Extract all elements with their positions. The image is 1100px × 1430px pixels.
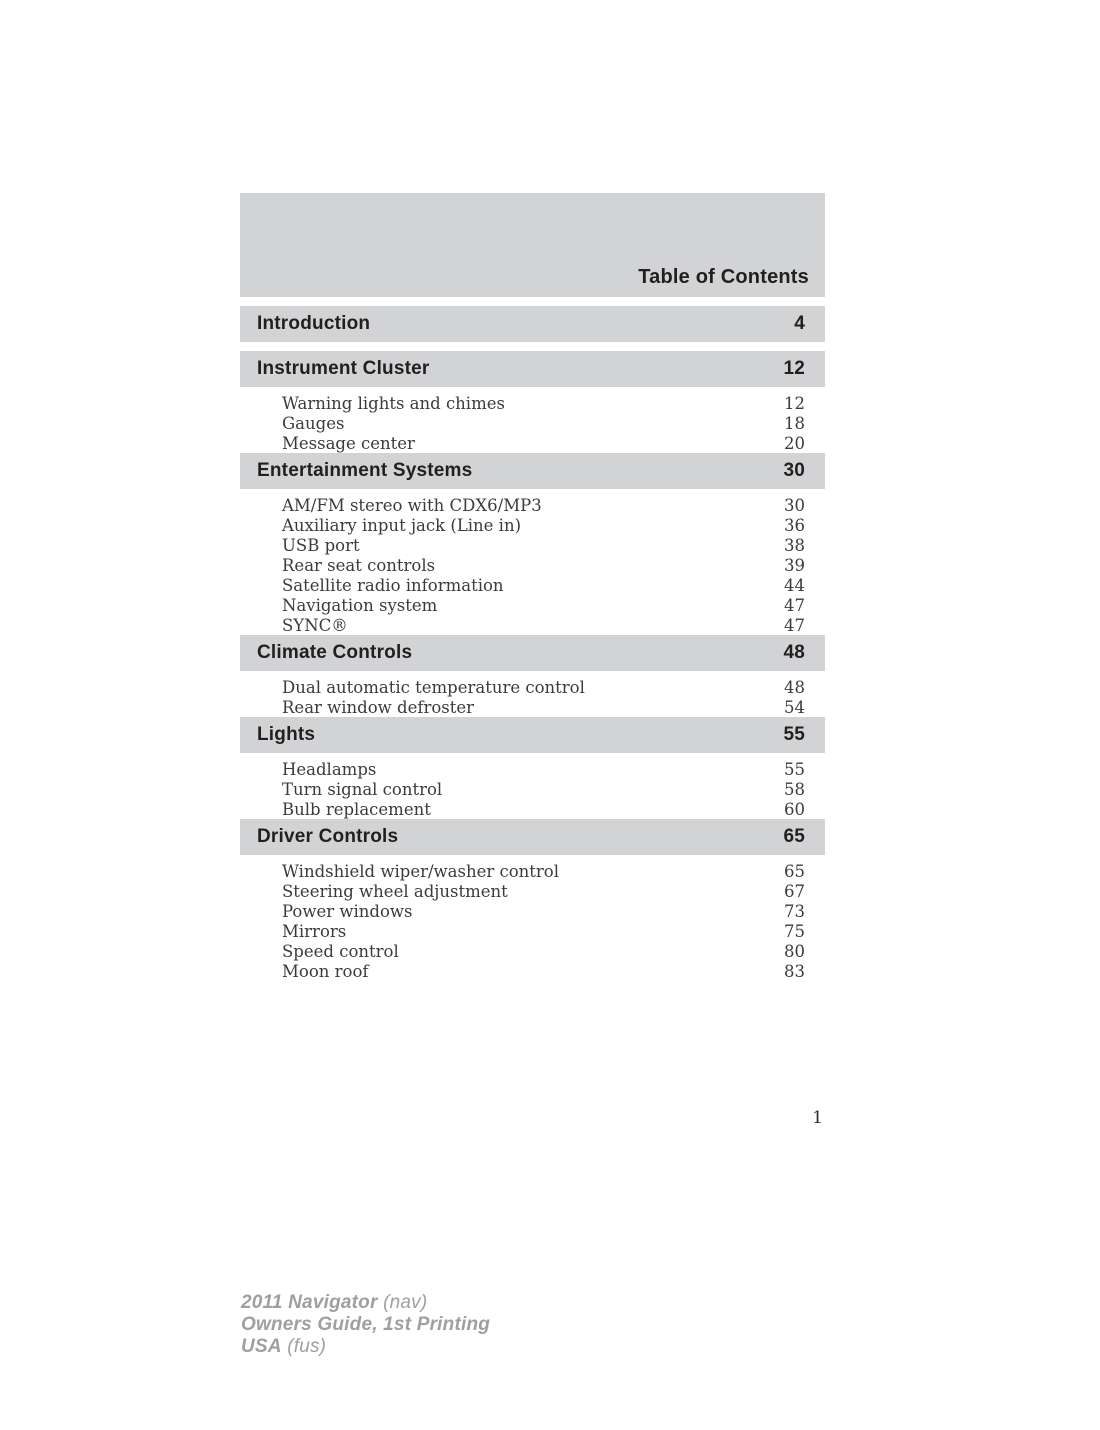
toc-section-lights (240, 717, 825, 820)
toc-item-label: Headlamps (282, 760, 377, 779)
toc-item-page: 67 (784, 882, 805, 901)
section-title: Climate Controls (257, 642, 413, 663)
toc-item-label: USB port (282, 536, 360, 555)
toc-item-label: Gauges (282, 414, 345, 433)
toc-item-label: Bulb replacement (282, 800, 431, 819)
toc-item (282, 616, 805, 636)
toc-item-label: Mirrors (282, 922, 347, 941)
toc-column (240, 193, 825, 981)
toc-header-block (240, 193, 825, 297)
toc-item (282, 800, 805, 820)
section-bar (240, 635, 825, 671)
toc-section-instrument-cluster (240, 351, 825, 454)
toc-item-label: Satellite radio information (282, 576, 504, 595)
toc-item-label: Turn signal control (282, 780, 443, 799)
section-bar (240, 453, 825, 489)
section-page-number: 30 (783, 460, 805, 481)
toc-item (282, 862, 805, 882)
toc-item-page: 83 (784, 962, 805, 981)
toc-item-page: 18 (784, 414, 805, 433)
section-items (240, 394, 825, 454)
toc-item (282, 902, 805, 922)
toc-item-page: 36 (784, 516, 805, 535)
toc-item (282, 698, 805, 718)
toc-item-label: Windshield wiper/washer control (282, 862, 560, 881)
toc-item (282, 596, 805, 616)
toc-item-page: 44 (784, 576, 805, 595)
toc-item (282, 394, 805, 414)
toc-item-page: 39 (784, 556, 805, 575)
toc-item-page: 58 (784, 780, 805, 799)
toc-item-label: Navigation system (282, 596, 438, 615)
footer-model: 2011 Navigator (241, 1292, 378, 1313)
toc-item-page: 73 (784, 902, 805, 921)
footer-line-1 (241, 1292, 490, 1314)
toc-item-page: 20 (784, 434, 805, 453)
toc-item-page: 54 (784, 698, 805, 717)
section-bar (240, 819, 825, 855)
toc-item-label: SYNC® (282, 616, 348, 635)
toc-item (282, 922, 805, 942)
toc-item-label: Message center (282, 434, 415, 453)
toc-item-page: 47 (784, 596, 805, 615)
toc-section-entertainment-systems (240, 453, 825, 636)
toc-item (282, 496, 805, 516)
toc-item-page: 38 (784, 536, 805, 555)
section-title: Entertainment Systems (257, 460, 473, 481)
toc-item-page: 47 (784, 616, 805, 635)
footer-line-3 (241, 1336, 490, 1358)
section-items (240, 496, 825, 636)
toc-item-label: Auxiliary input jack (Line in) (282, 516, 522, 535)
toc-item-page: 80 (784, 942, 805, 961)
page-title: Table of Contents (638, 266, 809, 288)
section-bar (240, 351, 825, 387)
section-items (240, 862, 825, 982)
footer-model-code: (nav) (383, 1292, 428, 1313)
toc-item (282, 962, 805, 982)
toc-section-climate-controls (240, 635, 825, 718)
section-page-number: 65 (783, 826, 805, 847)
toc-item-page: 60 (784, 800, 805, 819)
toc-item (282, 576, 805, 596)
toc-item-label: AM/FM stereo with CDX6/MP3 (282, 496, 542, 515)
section-page-number: 48 (783, 642, 805, 663)
toc-item (282, 678, 805, 698)
section-page-number: 55 (783, 724, 805, 745)
footer-region: USA (241, 1336, 282, 1357)
toc-item-label: Warning lights and chimes (282, 394, 505, 413)
section-title: Introduction (257, 313, 371, 334)
toc-item (282, 414, 805, 434)
toc-section-driver-controls (240, 819, 825, 982)
section-title: Instrument Cluster (257, 358, 430, 379)
footer-guide-title: Owners Guide, 1st Printing (241, 1314, 491, 1335)
section-items (240, 678, 825, 718)
toc-item-page: 48 (784, 678, 805, 697)
section-bar (240, 717, 825, 753)
toc-item (282, 760, 805, 780)
section-page-number: 12 (783, 358, 805, 379)
toc-item-label: Rear seat controls (282, 556, 436, 575)
toc-item-label: Steering wheel adjustment (282, 882, 508, 901)
section-bar (240, 306, 825, 342)
toc-item-label: Moon roof (282, 962, 369, 981)
toc-item (282, 882, 805, 902)
section-title: Lights (257, 724, 316, 745)
toc-item (282, 434, 805, 454)
footer-region-code: (fus) (287, 1336, 327, 1357)
section-page-number: 4 (794, 313, 805, 334)
toc-item-page: 12 (784, 394, 805, 413)
toc-item (282, 780, 805, 800)
toc-item-page: 55 (784, 760, 805, 779)
toc-item-label: Speed control (282, 942, 399, 961)
toc-item-label: Dual automatic temperature control (282, 678, 585, 697)
toc-item-page: 30 (784, 496, 805, 515)
toc-item-page: 75 (784, 922, 805, 941)
section-items (240, 760, 825, 820)
toc-item (282, 942, 805, 962)
footer-line-2 (241, 1314, 490, 1336)
toc-item-label: Power windows (282, 902, 413, 921)
toc-item-label: Rear window defroster (282, 698, 475, 717)
page-number: 1 (812, 1108, 823, 1128)
section-title: Driver Controls (257, 826, 399, 847)
footer-imprint (241, 1292, 490, 1358)
toc-item (282, 536, 805, 556)
toc-item-page: 65 (784, 862, 805, 881)
toc-section-introduction (240, 306, 825, 342)
toc-item (282, 556, 805, 576)
toc-item (282, 516, 805, 536)
